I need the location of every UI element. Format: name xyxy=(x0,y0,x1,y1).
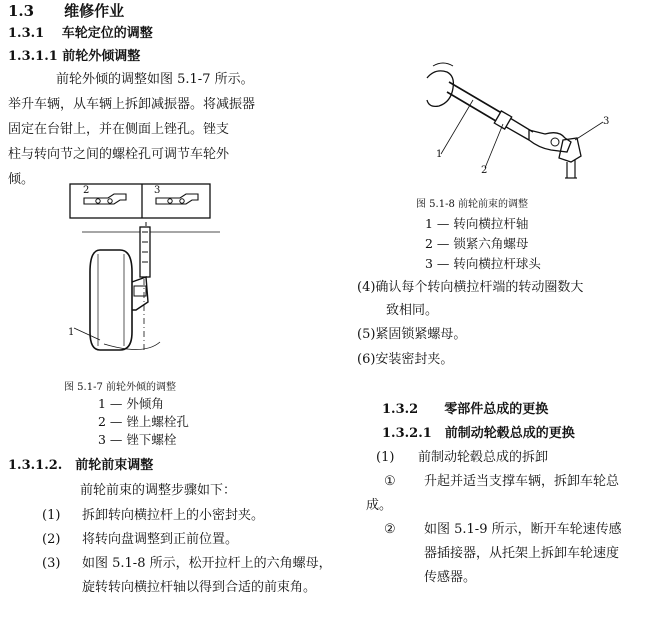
step-text: (4)确认每个转向横拉杆端的转动圈数大 xyxy=(357,280,584,295)
figure-legend-item: 3 — 锉下螺栓 xyxy=(98,432,177,447)
figure-legend-item: 2 — 锉上螺栓孔 xyxy=(98,414,189,429)
step-number: (3) xyxy=(42,556,61,571)
step-text: 如图 5.1-9 所示，断开车轮速传感 xyxy=(424,522,622,537)
figure-legend-item: 2 — 锁紧六角螺母 xyxy=(425,236,529,251)
section-heading-1-3-2: 1.3.2 零部件总成的更换 xyxy=(382,402,549,417)
step-text: 成。 xyxy=(366,498,393,513)
figure-toe-adjustment xyxy=(425,60,615,195)
figure-legend-item: 1 — 外倾角 xyxy=(98,396,164,411)
step-number: (1) xyxy=(42,508,61,523)
figure-caption: 图 5.1-7 前轮外倾的调整 xyxy=(64,382,177,393)
section-heading-1-3-1: 1.3.1 车轮定位的调整 xyxy=(8,26,153,41)
figure-callout-number: 3 xyxy=(603,116,610,127)
section-heading-1-3: 1.3 维修作业 xyxy=(8,2,125,20)
section-heading-1-3-2-1: 1.3.2.1 前制动轮毂总成的更换 xyxy=(382,426,575,441)
section-heading-1-3-1-1: 1.3.1.1 前轮外倾调整 xyxy=(8,49,141,64)
step-number: (2) xyxy=(42,532,61,547)
figure-camber-adjustment xyxy=(60,182,220,357)
step-text: 旋转转向横拉杆轴以得到合适的前束角。 xyxy=(82,580,317,595)
paragraph-line: 倾。 xyxy=(8,172,35,187)
paragraph-line: 前轮外倾的调整如图 5.1-7 所示。 xyxy=(56,72,254,87)
paragraph-line: 固定在台钳上，并在侧面上锉孔。锉支 xyxy=(8,122,230,137)
step-text: 拆卸转向横拉杆上的小密封夹。 xyxy=(82,508,265,523)
step-text: 器插接器，从托架上拆卸车轮速度 xyxy=(424,546,620,561)
paragraph-line: 前轮前束的调整步骤如下： xyxy=(80,483,237,498)
step-text: 传感器。 xyxy=(424,570,477,585)
figure-callout-number: 2 xyxy=(481,165,488,176)
step-number: (1) xyxy=(376,450,395,465)
paragraph-line: 柱与转向节之间的螺栓孔可调节车轮外 xyxy=(8,147,230,162)
figure-callout-number: 3 xyxy=(154,185,161,196)
paragraph-line: 举升车辆，从车辆上拆卸减振器。将减振器 xyxy=(8,97,256,112)
figure-caption: 图 5.1-8 前轮前束的调整 xyxy=(416,199,529,210)
step-text: (6)安装密封夹。 xyxy=(357,352,454,367)
step-text: (5)紧固锁紧螺母。 xyxy=(357,327,467,342)
figure-legend-item: 1 — 转向横拉杆轴 xyxy=(425,216,529,231)
step-number: ① xyxy=(384,474,396,489)
step-text: 将转向盘调整到正前位置。 xyxy=(82,532,239,547)
step-text: 升起并适当支撑车辆，拆卸车轮总 xyxy=(424,474,620,489)
step-text: 致相同。 xyxy=(386,303,439,318)
step-text: 前制动轮毂总成的拆卸 xyxy=(418,450,549,465)
step-text: 如图 5.1-8 所示，松开拉杆上的六角螺母， xyxy=(82,556,332,571)
figure-legend-item: 3 — 转向横拉杆球头 xyxy=(425,256,541,271)
figure-callout-number: 1 xyxy=(68,327,75,338)
figure-callout-number: 1 xyxy=(436,149,443,160)
figure-callout-number: 2 xyxy=(83,185,90,196)
step-number: ② xyxy=(384,522,396,537)
section-heading-1-3-1-2: 1.3.1.2. 前轮前束调整 xyxy=(8,458,154,473)
